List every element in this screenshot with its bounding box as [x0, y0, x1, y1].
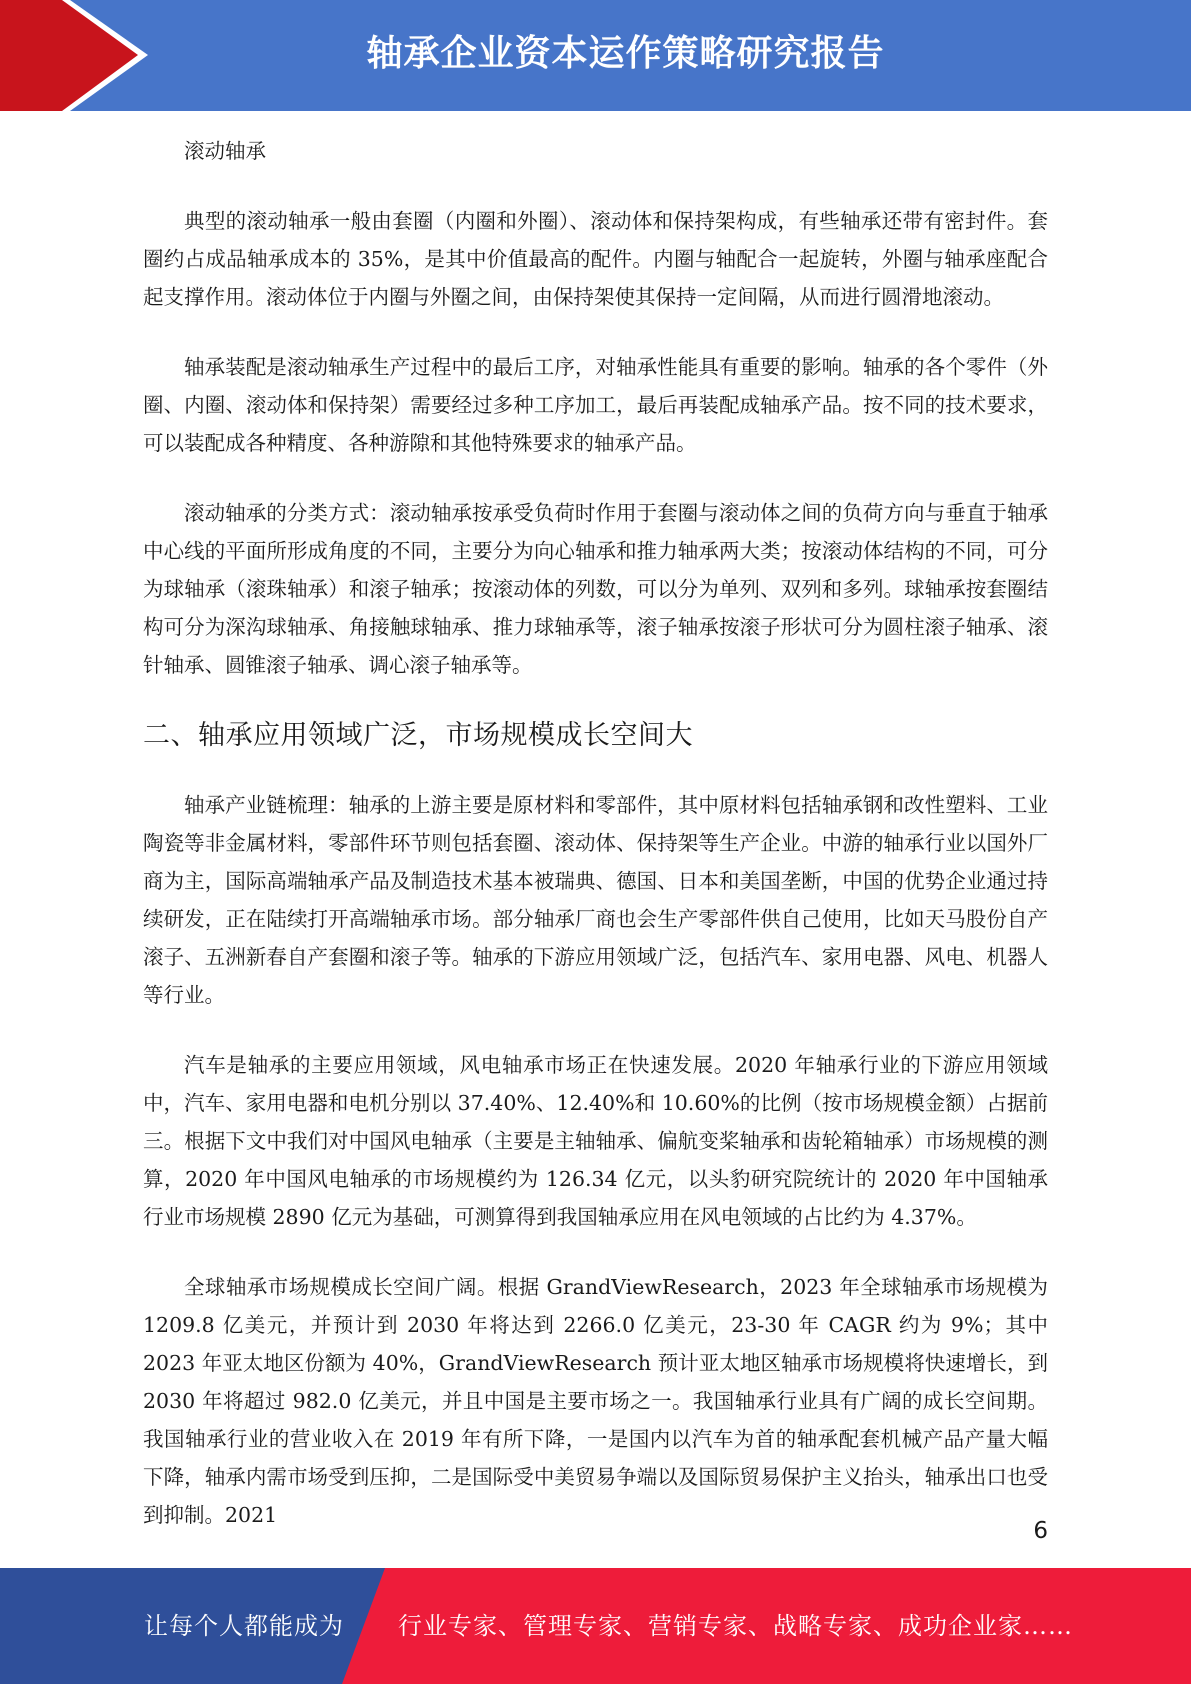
- paragraph-application-fields: 汽车是轴承的主要应用领域，风电轴承市场正在快速发展。2020 年轴承行业的下游应用领域中，汽车、家用电器和电机分别以 37.40%、12.40%和 10.60%的比例（按市场规模金额）占据前三。根据下文中我们对中国风电轴承（主要是主轴轴承、偏航变桨轴承和齿轮箱轴承）市场规模的测算，2020 年中国风电轴承的市场规模约为 126.34 亿元，以头豹研究院统计的 2020 年中国轴承行业市场规模 2890 亿元为基础，可测算得到我国轴承应用在风电领域的占比约为 4.37%。: [143, 1053, 1048, 1229]
- paragraph-rolling-bearing-label: 滚动轴承: [184, 139, 266, 163]
- page-header: [0, 0, 1191, 111]
- section-heading: 二、轴承应用领域广泛，市场规模成长空间大: [143, 720, 693, 751]
- footer-slogan-left: 让每个人都能成为: [144, 1612, 344, 1640]
- paragraph-market-size: 全球轴承市场规模成长空间广阔。根据 GrandViewResearch，2023 年全球轴承市场规模为 1209.8 亿美元，并预计到 2030 年将达到 2266.0 亿美元，23-30 年 CAGR 约为 9%；其中 2023 年亚太地区份额为 40%，GrandViewResearch 预计亚太地区轴承市场规模将快速增长，到 2030 年将超过 982.0 亿美元，并且中国是主要市场之一。我国轴承行业具有广阔的成长空间期。我国轴承行业的营业收入在 2019 年有所下降，一是国内以汽车为首的轴承配套机械产品产量大幅下降，轴承内需市场受到压抑，二是国际受中美贸易争端以及国际贸易保护主义抬头，轴承出口也受到抑制。2021: [143, 1275, 1048, 1527]
- page-footer: [0, 1568, 1191, 1684]
- page-number: 6: [1033, 1518, 1048, 1544]
- footer-slogan-right: 行业专家、管理专家、营销专家、战略专家、成功企业家……: [398, 1612, 1073, 1640]
- paragraph-bearing-classification: 滚动轴承的分类方式：滚动轴承按承受负荷时作用于套圈与滚动体之间的负荷方向与垂直于轴承中心线的平面所形成角度的不同，主要分为向心轴承和推力轴承两大类；按滚动体结构的不同，可分为球轴承（滚珠轴承）和滚子轴承；按滚动体的列数，可以分为单列、双列和多列。球轴承按套圈结构可分为深沟球轴承、角接触球轴承、推力球轴承等，滚子轴承按滚子形状可分为圆柱滚子轴承、滚针轴承、圆锥滚子轴承、调心滚子轴承等。: [143, 501, 1048, 677]
- paragraph-bearing-assembly: 轴承装配是滚动轴承生产过程中的最后工序，对轴承性能具有重要的影响。轴承的各个零件（外圈、内圈、滚动体和保持架）需要经过多种工序加工，最后再装配成轴承产品。按不同的技术要求，可以装配成各种精度、各种游隙和其他特殊要求的轴承产品。: [143, 355, 1048, 455]
- paragraph-bearing-structure: 典型的滚动轴承一般由套圈（内圈和外圈）、滚动体和保持架构成，有些轴承还带有密封件。套圈约占成品轴承成本的 35%，是其中价值最高的配件。内圈与轴配合一起旋转，外圈与轴承座配合起支撑作用。滚动体位于内圈与外圈之间，由保持架使其保持一定间隔，从而进行圆滑地滚动。: [143, 209, 1048, 309]
- paragraph-industry-chain: 轴承产业链梳理：轴承的上游主要是原材料和零部件，其中原材料包括轴承钢和改性塑料、工业陶瓷等非金属材料，零部件环节则包括套圈、滚动体、保持架等生产企业。中游的轴承行业以国外厂商为主，国际高端轴承产品及制造技术基本被瑞典、德国、日本和美国垄断，中国的优势企业通过持续研发，正在陆续打开高端轴承市场。部分轴承厂商也会生产零部件供自己使用，比如天马股份自产滚子、五洲新春自产套圈和滚子等。轴承的下游应用领域广泛，包括汽车、家用电器、风电、机器人等行业。: [143, 793, 1048, 1007]
- report-title: 轴承企业资本运作策略研究报告: [366, 33, 885, 74]
- document-body: [143, 132, 1048, 1566]
